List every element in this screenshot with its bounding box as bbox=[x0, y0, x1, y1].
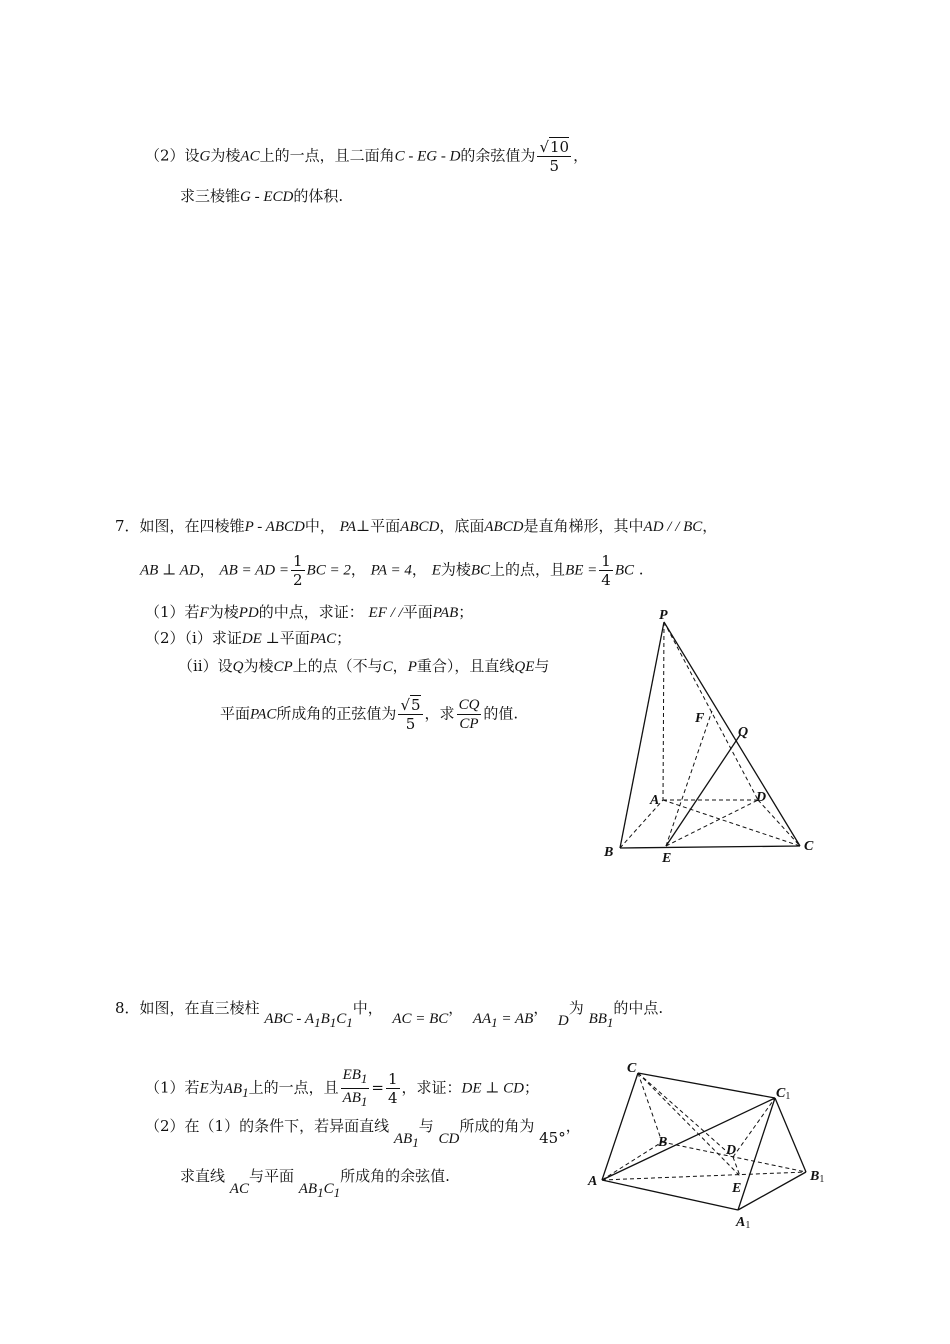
q7-text: 平面 bbox=[279, 629, 310, 647]
q8-comma: ， bbox=[533, 999, 549, 1017]
q7-text: 的中点，求证： bbox=[258, 603, 364, 621]
q7-semicolon: ； bbox=[336, 629, 352, 647]
q7-comma: ， bbox=[702, 517, 718, 535]
q6-text: 为棱 bbox=[210, 146, 241, 165]
q7-label-q: Q bbox=[738, 725, 749, 740]
q8-sub: 1 bbox=[242, 1084, 249, 1100]
q7-label-d: D bbox=[756, 790, 767, 805]
q8-ab1-text: AB bbox=[223, 1080, 243, 1097]
q7-var-bc: BC bbox=[614, 562, 634, 579]
q8-label-a: A bbox=[588, 1174, 598, 1189]
q7-period: . bbox=[638, 560, 644, 579]
q7-var-pac: PAC bbox=[309, 631, 337, 647]
q7-text: 为棱 bbox=[243, 657, 274, 675]
q7-be-eq: BE = bbox=[565, 562, 598, 579]
q7-text: ⊥平面 bbox=[356, 517, 401, 535]
q8-four: 4 bbox=[387, 1089, 398, 1107]
q7-var-qe: QE bbox=[514, 659, 535, 675]
q7-text: 如图，在四棱锥 bbox=[139, 517, 245, 535]
q8-de-cd: DE ⊥ CD bbox=[461, 1080, 524, 1097]
q7-half-num: 1 bbox=[293, 552, 303, 570]
q8-comma: ， bbox=[448, 999, 464, 1017]
q7-var-p: P bbox=[407, 659, 417, 675]
edge-ab bbox=[602, 1142, 662, 1180]
q7-den: 5 bbox=[405, 715, 416, 733]
q7-label-a: A bbox=[650, 793, 660, 808]
q7-ab-perp-ad: AB ⊥ AD bbox=[140, 562, 200, 579]
q7-var-pac: PAC bbox=[250, 706, 277, 723]
q8-number: 8． bbox=[115, 999, 140, 1017]
q7-de-perp: DE ⊥ bbox=[241, 631, 280, 647]
q7-text: 是直角梯形，其中 bbox=[523, 517, 644, 535]
q8-var-cd: CD bbox=[438, 1131, 460, 1147]
q7-text: （ⅱ）设 bbox=[178, 657, 233, 675]
q7-sqrt5: 5 bbox=[411, 696, 421, 714]
q8-var-d: D bbox=[557, 1013, 569, 1029]
q7-label-p: P bbox=[659, 608, 668, 623]
q8-sub: 1 bbox=[333, 1185, 341, 1200]
q7-var-c: C bbox=[382, 659, 393, 675]
q7-pyramid: P - ABCD bbox=[244, 519, 305, 535]
q7-var-pd: PD bbox=[238, 605, 259, 621]
q8-sub: 1 bbox=[329, 1015, 337, 1030]
q7-comma: ， bbox=[411, 560, 427, 579]
q7-half-den: 2 bbox=[293, 571, 303, 589]
q6-text: 的余弦值为 bbox=[460, 146, 536, 165]
q8-label-c1: C1 bbox=[776, 1086, 791, 1102]
q8-var-e: E bbox=[199, 1080, 209, 1097]
q8-eq: = bbox=[371, 1078, 384, 1097]
q6-var-ac: AC bbox=[240, 148, 260, 165]
q8-sub: 1 bbox=[360, 1071, 368, 1086]
q7-text: 的值. bbox=[483, 704, 519, 723]
q8-label-e: E bbox=[732, 1181, 742, 1196]
q7-abcd: ABCD bbox=[400, 519, 440, 535]
q7-pa-eq: PA = 4 bbox=[370, 562, 412, 579]
edge-ca bbox=[602, 1073, 638, 1180]
edge-aa1 bbox=[602, 1180, 738, 1210]
q6-p2-prefix: （2）设 bbox=[145, 146, 200, 165]
q7-var-pab: PAB bbox=[432, 605, 459, 621]
q6-text: 的体积. bbox=[293, 187, 344, 205]
q8-ab1b-text: AB bbox=[393, 1131, 413, 1147]
q7-text: 为棱 bbox=[440, 560, 471, 579]
q7-var-q: Q bbox=[232, 659, 244, 675]
edge-c1b1 bbox=[775, 1098, 806, 1172]
q7-text: （2）（ⅰ）求证 bbox=[145, 629, 242, 647]
q8-text: 为 bbox=[208, 1078, 224, 1097]
q8-sub: 1 bbox=[360, 1094, 368, 1109]
q7-label-b: B bbox=[604, 845, 614, 860]
q8-text: 中， bbox=[352, 999, 383, 1017]
q7-comma: ， bbox=[392, 657, 408, 675]
q8-sub: 1 bbox=[606, 1015, 614, 1030]
q8-text: （1）若 bbox=[145, 1078, 200, 1097]
q7-quarter-den: 4 bbox=[601, 571, 611, 589]
q7-quarter-num: 1 bbox=[601, 552, 611, 570]
q7-text: （1）若 bbox=[145, 603, 200, 621]
q7-text: 重合），且直线 bbox=[416, 657, 515, 675]
q8-label-b: B bbox=[658, 1135, 668, 1150]
q8-text: 为 bbox=[568, 999, 584, 1017]
q6-fraction: $\frac{√10}{5}$ bbox=[539, 138, 570, 175]
q7-ad-bc: AD / / BC bbox=[643, 519, 703, 535]
q8-plane-c: C bbox=[323, 1181, 334, 1197]
q6-pyramid: G - ECD bbox=[240, 189, 294, 205]
q7-text: 平面 bbox=[220, 704, 251, 723]
q8-text: 所成角的余弦值. bbox=[340, 1167, 450, 1185]
q7-text: 上的点（不与 bbox=[292, 657, 383, 675]
q8-sub: 1 bbox=[491, 1015, 498, 1030]
q7-pa: PA bbox=[339, 519, 357, 535]
q8-sub: 1 bbox=[317, 1185, 324, 1200]
q8-sub: 1 bbox=[346, 1015, 353, 1030]
edge-dc1 bbox=[733, 1098, 775, 1157]
q7-text: 平面 bbox=[402, 603, 433, 621]
q8-plane-a: AB bbox=[298, 1181, 318, 1197]
q6-text: 上的一点，且二面角 bbox=[259, 146, 395, 165]
q8-ac-bc: AC = BC bbox=[392, 1011, 449, 1027]
q7-ef-parallel: EF / / bbox=[368, 605, 403, 621]
q8-text: 上的一点，且 bbox=[248, 1078, 339, 1097]
q7-abcd: ABCD bbox=[484, 519, 524, 535]
q8-aa1: AA bbox=[472, 1011, 492, 1027]
q8-ab1d: AB bbox=[342, 1090, 361, 1106]
q7-cq: CQ bbox=[458, 697, 480, 713]
q7-text: ，求 bbox=[424, 704, 455, 723]
q8-prism-b: B bbox=[320, 1011, 330, 1027]
q8-text: 求直线 bbox=[180, 1167, 226, 1185]
q7-label-f: F bbox=[695, 711, 705, 726]
q7-eq-left: AB = AD = bbox=[219, 562, 289, 579]
q6-comma: ， bbox=[573, 146, 589, 165]
q7-text: 为棱 bbox=[208, 603, 239, 621]
q7-text: 与 bbox=[534, 657, 550, 675]
q7-var-bc: BC bbox=[470, 562, 491, 579]
q8-var-ac: AC bbox=[229, 1181, 249, 1197]
q8-deg45: 45° bbox=[539, 1129, 566, 1147]
q8-eb1: EB bbox=[342, 1067, 361, 1083]
q7-label-c: C bbox=[804, 839, 814, 854]
q7-comma: ， bbox=[199, 560, 215, 579]
q8-text: 如图，在直三棱柱 bbox=[139, 999, 260, 1017]
q7-var-e: E bbox=[431, 562, 441, 579]
q8-sub: 1 bbox=[314, 1015, 321, 1030]
q8-comma: ， bbox=[565, 1117, 581, 1135]
q7-text: ，底面 bbox=[439, 517, 485, 535]
q7-number: 7． bbox=[115, 517, 140, 535]
q8-prism-a: ABC - A bbox=[264, 1011, 315, 1027]
q8-text: ，求证： bbox=[401, 1078, 462, 1097]
q8-sub: 1 bbox=[412, 1135, 419, 1150]
q8-text: 与 bbox=[418, 1117, 434, 1135]
q7-text: 上的点，且 bbox=[490, 560, 566, 579]
q7-text: 中， bbox=[304, 517, 335, 535]
q8-eq-ab: = AB bbox=[501, 1011, 534, 1027]
q8-label-a1: A1 bbox=[736, 1215, 751, 1231]
edge-c1a1 bbox=[738, 1098, 775, 1210]
q6-den: 5 bbox=[549, 157, 560, 175]
q7-text: 所成角的正弦值为 bbox=[276, 704, 397, 723]
q8-semicolon: ； bbox=[524, 1078, 540, 1097]
q7-label-e: E bbox=[662, 851, 672, 866]
q7-sine-fraction: $\frac{√5}{5}$ bbox=[400, 696, 421, 733]
q7-cp: CP bbox=[459, 716, 479, 732]
q8-label-c: C bbox=[627, 1061, 637, 1076]
edge-ab1 bbox=[602, 1172, 806, 1180]
q6-var-g: G bbox=[199, 148, 211, 165]
q8-text: 与平面 bbox=[248, 1167, 294, 1185]
q8-text: （2）在（1）的条件下，若异面直线 bbox=[145, 1117, 390, 1135]
q8-prism-c: C bbox=[336, 1011, 347, 1027]
q7-var-cp: CP bbox=[273, 659, 293, 675]
q8-bb1-text: BB bbox=[588, 1011, 607, 1027]
q7-var-f: F bbox=[199, 605, 209, 621]
q8-label-b1: B1 bbox=[810, 1169, 825, 1185]
q7-comma: ， bbox=[350, 560, 366, 579]
q8-text: 所成的角为 bbox=[459, 1117, 535, 1135]
q8-text: 的中点. bbox=[613, 999, 664, 1017]
q6-sqrt10: 10 bbox=[550, 138, 570, 156]
q6-dihedral: C - EG - D bbox=[394, 148, 461, 165]
q6-text: 求三棱锥 bbox=[180, 187, 241, 205]
q7-bc-eq: BC = 2 bbox=[306, 562, 351, 579]
q8-one: 1 bbox=[387, 1070, 398, 1088]
q8-label-d: D bbox=[726, 1143, 737, 1158]
edge-ac1 bbox=[602, 1098, 775, 1180]
q7-semicolon: ； bbox=[458, 603, 474, 621]
